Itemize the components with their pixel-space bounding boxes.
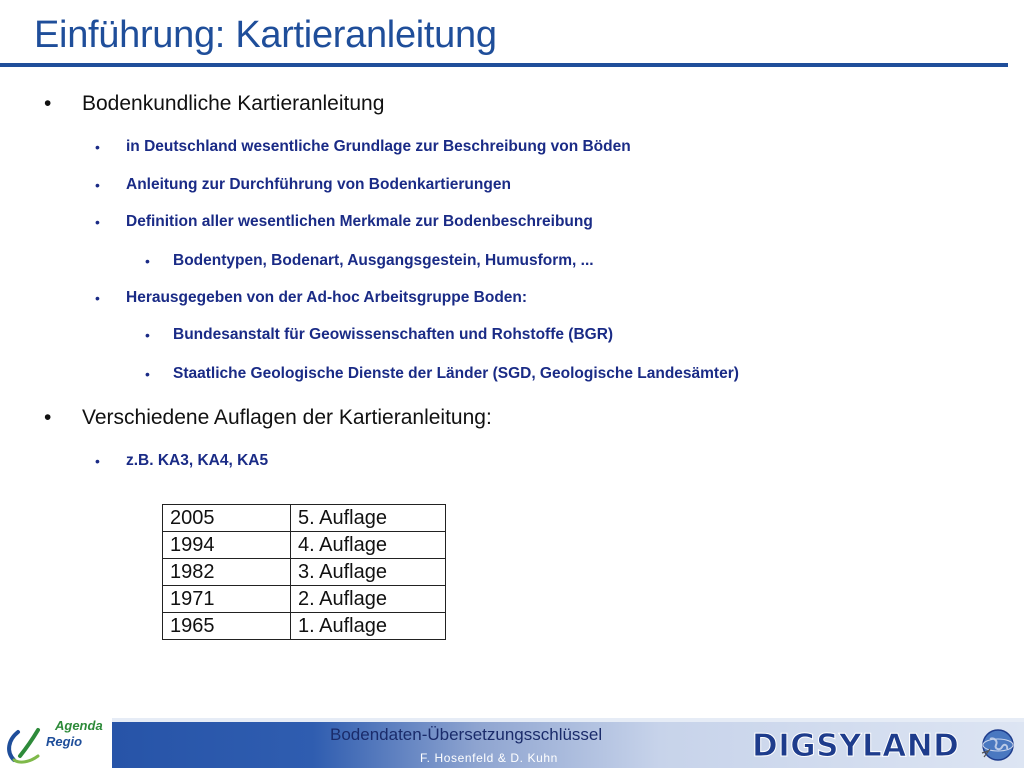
agenda-logo-text: Agenda: [55, 718, 103, 733]
bullet-text: Anleitung zur Durchführung von Bodenkartierungen: [126, 176, 511, 193]
bullet-text: Bodentypen, Bodenart, Ausgangsgestein, Humusform, ...: [173, 252, 594, 269]
edition-cell: 3. Auflage: [291, 559, 446, 586]
table-row: [163, 532, 446, 559]
footer-authors: F. Hosenfeld & D. Kuhn: [420, 751, 558, 765]
digsyland-logo: DIGSYLAND: [752, 728, 960, 764]
table-row: [163, 613, 446, 640]
agenda-regio-logo: [0, 718, 112, 768]
edition-cell: 1. Auflage: [291, 613, 446, 640]
slide-footer: [0, 718, 1024, 768]
footer-title: Bodendaten-Übersetzungsschlüssel: [330, 725, 603, 744]
regio-logo-text: Regio: [46, 734, 83, 749]
bullet-text: Staatliche Geologische Dienste der Länder (SGD, Geologische Landesämter): [173, 365, 739, 382]
globe-icon: [980, 727, 1016, 763]
bullet-glyph: •: [145, 327, 150, 343]
bullet-text: Herausgegeben von der Ad-hoc Arbeitsgruppe Boden:: [126, 289, 528, 306]
bullet-text: Verschiedene Auflagen der Kartieranleitung:: [82, 406, 492, 429]
bullet-text: z.B. KA3, KA4, KA5: [126, 452, 269, 469]
edition-cell: 4. Auflage: [291, 532, 446, 559]
bullet-text: Definition aller wesentlichen Merkmale zur Bodenbeschreibung: [126, 213, 593, 230]
bullet-text: Bodenkundliche Kartieranleitung: [82, 92, 385, 115]
bullet-glyph: •: [44, 406, 52, 429]
bullet-glyph: •: [145, 366, 150, 382]
year-cell: 1971: [163, 586, 291, 613]
bullet-glyph: •: [95, 214, 100, 230]
bullet-glyph: •: [95, 139, 100, 155]
bullet-text: in Deutschland wesentliche Grundlage zur Beschreibung von Böden: [126, 138, 631, 155]
year-cell: 1965: [163, 613, 291, 640]
editions-table: [162, 504, 446, 640]
year-cell: 1994: [163, 532, 291, 559]
year-cell: 2005: [163, 505, 291, 532]
year-cell: 1982: [163, 559, 291, 586]
table-row: [163, 505, 446, 532]
edition-cell: 2. Auflage: [291, 586, 446, 613]
title-underline: [0, 63, 1008, 67]
bullet-glyph: •: [95, 177, 100, 193]
swoosh-icon: [4, 726, 46, 766]
table-row: [163, 586, 446, 613]
table-row: [163, 559, 446, 586]
slide-title: Einführung: Kartieranleitung: [34, 14, 497, 56]
bullet-glyph: •: [44, 92, 52, 115]
bullet-glyph: •: [95, 290, 100, 306]
bullet-text: Bundesanstalt für Geowissenschaften und Rohstoffe (BGR): [173, 326, 614, 343]
edition-cell: 5. Auflage: [291, 505, 446, 532]
bullet-glyph: •: [95, 453, 100, 469]
bullet-glyph: •: [145, 253, 150, 269]
